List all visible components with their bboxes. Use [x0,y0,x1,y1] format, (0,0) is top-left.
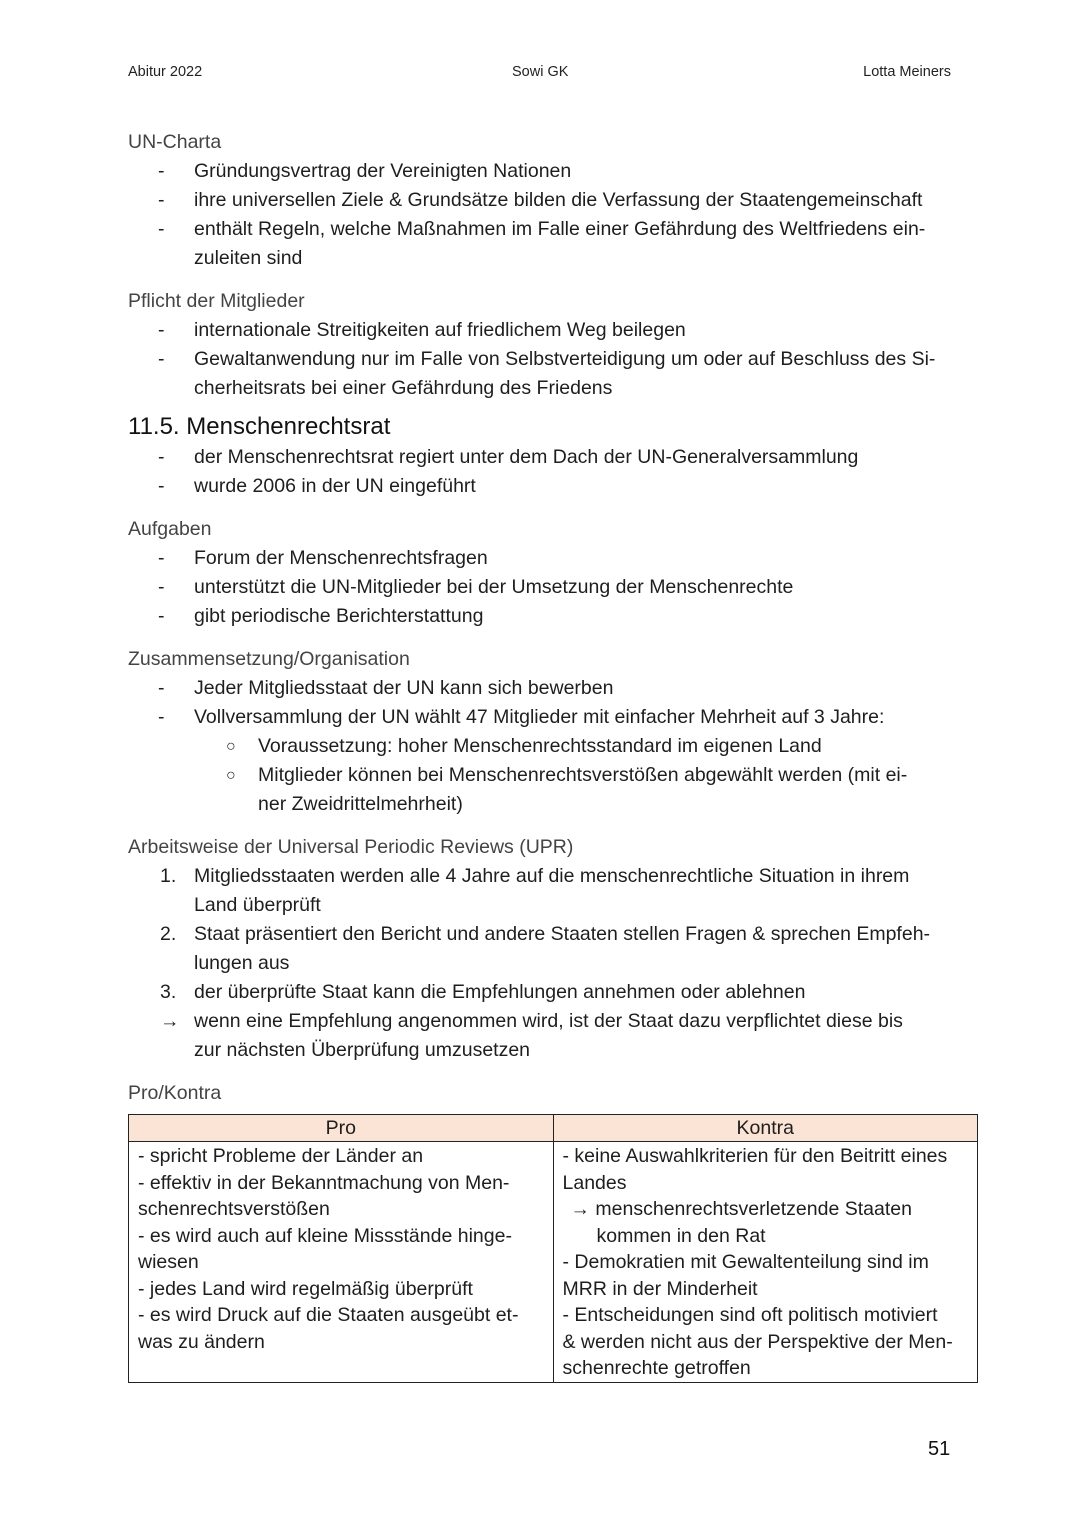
circle-bullet-icon: ○ [226,738,236,755]
upr-step-continuation [128,949,958,978]
list-item-text: Mitglieder können bei Menschenrechtsverstößen abgewählt werden (mit ei- [258,764,908,786]
list-item-text: Vollversammlung der UN wählt 47 Mitglieder mit einfacher Mehrheit auf 3 Jahre: [194,706,885,728]
dash-bullet: - [158,189,165,211]
list-item-text: Staat präsentiert den Bericht und andere Staaten stellen Fragen & sprechen Empfeh- [194,923,931,945]
list-item-continuation [128,244,958,273]
kontra-line: - keine Auswahlkriterien für den Beitritt eines [562,1145,948,1167]
list-item [128,157,958,186]
sub-list-item [128,761,958,790]
dash-bullet: - [158,160,165,182]
list-item [128,186,958,215]
list-item-text: Gewaltanwendung nur im Falle von Selbstverteidigung um oder auf Beschluss des Si- [194,348,936,370]
list-item-text: der überprüfte Staat kann die Empfehlungen annehmen oder ablehnen [194,981,806,1003]
list-item-text: internationale Streitigkeiten auf friedlichem Weg beilegen [194,319,686,341]
list-item-text: Forum der Menschenrechtsfragen [194,547,488,569]
aufgaben-list [128,544,958,631]
list-item [128,602,958,631]
list-item [128,443,958,472]
list-item-text: Mitgliedsstaaten werden alle 4 Jahre auf die menschenrechtliche Situation in ihrem [194,865,910,887]
un-charta-heading: UN-Charta [128,131,222,153]
kontra-column-header: Kontra [553,1115,978,1142]
step-number: 3. [160,981,177,1003]
header-course: Abitur 2022 [128,64,203,80]
dash-bullet: - [158,605,165,627]
list-item-text: zuleiten sind [194,247,303,269]
table-header-row [129,1115,978,1142]
kontra-line: - Demokratien mit Gewaltenteilung sind im [562,1251,929,1273]
upr-steps [128,862,958,1065]
kontra-line: & werden nicht aus der Perspektive der Men- [562,1330,953,1353]
sub-list-item [128,732,958,761]
pro-line: wiesen [138,1251,199,1273]
list-item-text: Gründungsvertrag der Vereinigten Nationen [194,160,572,182]
list-item-text: ihre universellen Ziele & Grundsätze bilden die Verfassung der Staatengemeinschaft [194,189,923,211]
dash-bullet: - [158,446,165,468]
pro-cell [129,1142,554,1383]
table-row [129,1142,978,1383]
list-item [128,573,958,602]
dash-bullet: - [158,547,165,569]
procon-heading: Pro/Kontra [128,1082,222,1104]
upr-step [128,920,958,949]
upr-step [128,1007,958,1036]
kontra-line: schenrechte getroffen [562,1357,751,1379]
upr-step [128,862,958,891]
pro-line: - effektiv in der Bekanntmachung von Men- [138,1171,510,1194]
kontra-line: → menschenrechtsverletzende Staaten [570,1198,912,1220]
pflicht-list [128,316,958,403]
list-item-text: gibt periodische Berichterstattung [194,605,484,627]
dash-bullet: - [158,319,165,341]
dash-bullet: - [158,706,165,728]
aufgaben-heading: Aufgaben [128,518,212,540]
pflicht-heading: Pflicht der Mitglieder [128,290,305,312]
list-item [128,472,958,501]
page-header [128,64,951,86]
list-item-text: ner Zweidrittelmehrheit) [258,793,463,815]
upr-step-continuation [128,891,958,920]
step-number: 2. [160,923,177,945]
dash-bullet: - [158,677,165,699]
list-item [128,215,958,244]
upr-step-continuation [128,1036,958,1065]
header-author: Lotta Meiners [863,64,951,80]
pro-line: - spricht Probleme der Länder an [138,1145,424,1167]
upr-heading: Arbeitsweise der Universal Periodic Reviews (UPR) [128,836,574,858]
list-item [128,345,958,374]
list-item-text: Jeder Mitgliedsstaat der UN kann sich bewerben [194,677,614,699]
list-item [128,703,958,732]
pro-line: - jedes Land wird regelmäßig überprüft [138,1277,473,1300]
list-item-text: wenn eine Empfehlung angenommen wird, ist der Staat dazu verpflichtet diese bis [194,1010,903,1032]
un-charta-list [128,157,958,273]
section-title: 11.5. Menschenrechtsrat [128,413,391,440]
upr-step [128,978,958,1007]
kontra-line: kommen in den Rat [596,1224,766,1247]
list-item-text: wurde 2006 in der UN eingeführt [194,475,476,497]
circle-bullet-icon: ○ [226,767,236,784]
list-item-text: enthält Regeln, welche Maßnahmen im Falle einer Gefährdung des Weltfriedens ein- [194,218,926,240]
kontra-line: MRR in der Minderheit [562,1277,758,1300]
procon-table [128,1114,978,1383]
section-list [128,443,958,501]
pro-line: - es wird Druck auf die Staaten ausgeübt et- [138,1304,519,1326]
list-item-continuation [128,374,958,403]
kontra-line: - Entscheidungen sind oft politisch motiviert [562,1304,938,1326]
list-item-text: Land überprüft [194,894,321,916]
arrow-right-icon: → [160,1010,180,1032]
dash-bullet: - [158,475,165,497]
kontra-line: Landes [562,1171,627,1194]
kontra-cell [553,1142,978,1383]
list-item-text: zur nächsten Überprüfung umzusetzen [194,1039,531,1061]
list-item [128,544,958,573]
list-item-text: lungen aus [194,952,290,974]
list-item-text: cherheitsrats bei einer Gefährdung des Friedens [194,377,613,399]
list-item [128,316,958,345]
list-item [128,674,958,703]
zusammensetzung-list [128,674,958,732]
dash-bullet: - [158,576,165,598]
list-item-text: Voraussetzung: hoher Menschenrechtsstandard im eigenen Land [258,735,822,757]
pro-line: was zu ändern [138,1330,265,1353]
pro-column-header: Pro [129,1115,554,1142]
pro-line: - es wird auch auf kleine Missstände hinge- [138,1224,512,1247]
header-subject: Sowi GK [512,64,569,80]
step-number: 1. [160,865,177,887]
zusammensetzung-heading: Zusammensetzung/Organisation [128,648,410,670]
pro-line: schenrechtsverstößen [138,1198,330,1220]
sub-list-item-continuation [128,790,958,819]
dash-bullet: - [158,348,165,370]
page-content [128,128,958,1108]
dash-bullet: - [158,218,165,240]
list-item-text: unterstützt die UN-Mitglieder bei der Umsetzung der Menschenrechte [194,576,794,598]
list-item-text: der Menschenrechtsrat regiert unter dem Dach der UN-Generalversammlung [194,446,859,468]
zusammensetzung-sublist [128,732,958,819]
page-number: 51 [928,1438,951,1460]
